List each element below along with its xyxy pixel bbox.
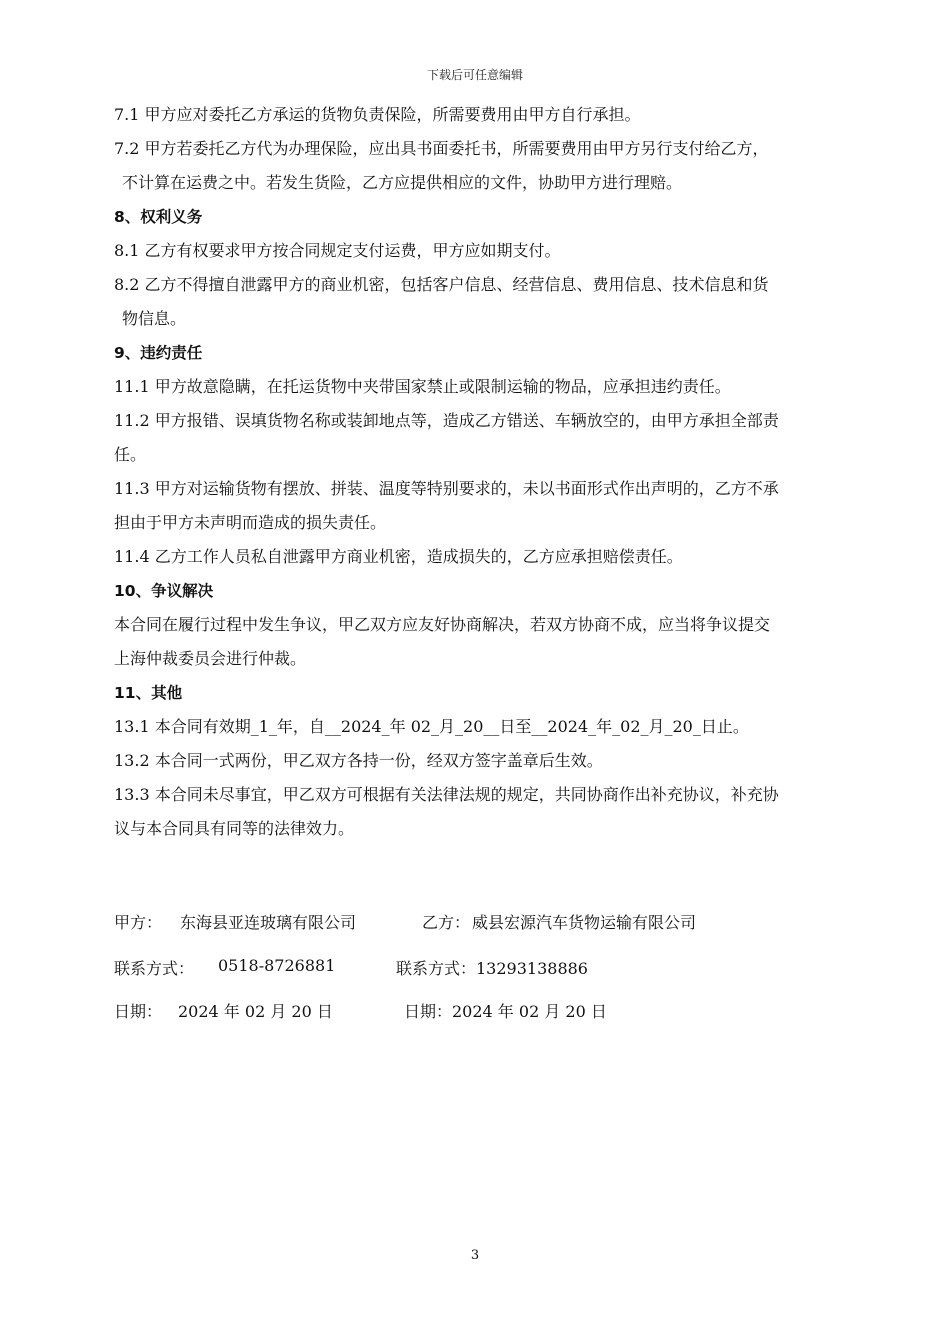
clause-13-2: 13.2 本合同一式两份，甲乙双方各持一份，经双方签字盖章后生效。: [114, 751, 603, 770]
section-heading-rights: 8、权利义务: [114, 208, 203, 226]
section-heading-liability: 9、违约责任: [114, 344, 203, 362]
clause-7-1: 7.1 甲方应对委托乙方承运的货物负责保险，所需要费用由甲方自行承担。: [114, 105, 641, 124]
party-a-label: 甲方：: [114, 913, 163, 932]
clause-13-1: 13.1 本合同有效期_1_年，自__2024_年 02_月_20__日至__2024_年_02_月_20_日止。: [114, 717, 749, 736]
clause-7-2: 7.2 甲方若委托乙方代为办理保险，应出具书面委托书，所需要费用由甲方另行支付给乙方，: [114, 139, 769, 158]
clause-7-2-cont: 不计算在运费之中。若发生货险，乙方应提供相应的文件，协助甲方进行理赔。: [122, 173, 683, 192]
clause-8-1: 8.1 乙方有权要求甲方按合同规定支付运费，甲方应如期支付。: [114, 241, 561, 260]
section-heading-other: 11、其他: [114, 684, 183, 702]
clause-11-2: 11.2 甲方报错、误填货物名称或装卸地点等，造成乙方错送、车辆放空的，由甲方承担全部责: [114, 411, 779, 430]
date-a-value: 2024 年 02 月 20 日: [178, 1002, 333, 1021]
section-heading-dispute: 10、争议解决: [114, 582, 214, 600]
dispute-text: 本合同在履行过程中发生争议，甲乙双方应友好协商解决，若双方协商不成，应当将争议提交: [114, 615, 771, 634]
clause-13-3-cont: 议与本合同具有同等的法律效力。: [114, 819, 355, 838]
contact-a-label: 联系方式：: [114, 959, 195, 978]
contact-a-value: 0518-8726881: [218, 956, 336, 975]
page-header: 下载后可任意编辑: [426, 68, 523, 82]
clause-8-2: 8.2 乙方不得擅自泄露甲方的商业机密，包括客户信息、经营信息、费用信息、技术信息和货: [114, 275, 769, 294]
clause-8-2-cont: 物信息。: [122, 309, 187, 328]
clause-11-4: 11.4 乙方工作人员私自泄露甲方商业机密，造成损失的，乙方应承担赔偿责任。: [114, 547, 683, 566]
dispute-text-cont: 上海仲裁委员会进行仲裁。: [114, 649, 307, 668]
date-a-label: 日期：: [114, 1002, 163, 1021]
clause-11-1: 11.1 甲方故意隐瞒，在托运货物中夹带国家禁止或限制运输的物品，应承担违约责任。: [114, 377, 731, 396]
clause-11-2-cont: 任。: [114, 445, 147, 464]
date-b: 日期：2024 年 02 月 20 日: [404, 1002, 607, 1021]
document-body: [114, 98, 840, 846]
clause-11-3: 11.3 甲方对运输货物有摆放、拼装、温度等特别要求的，未以书面形式作出声明的，乙方不承: [114, 479, 779, 498]
clause-11-3-cont: 担由于甲方未声明而造成的损失责任。: [114, 513, 387, 532]
party-a-name: 东海县亚连玻璃有限公司: [180, 913, 357, 932]
party-b-label: 乙方：: [422, 913, 471, 932]
clause-13-3: 13.3 本合同未尽事宜，甲乙双方可根据有关法律法规的规定，共同协商作出补充协议，补充协: [114, 785, 779, 804]
page-number: 3: [470, 1248, 480, 1263]
party-b-name: 威县宏源汽车货物运输有限公司: [472, 913, 697, 932]
contact-b: 联系方式：13293138886: [396, 959, 588, 978]
